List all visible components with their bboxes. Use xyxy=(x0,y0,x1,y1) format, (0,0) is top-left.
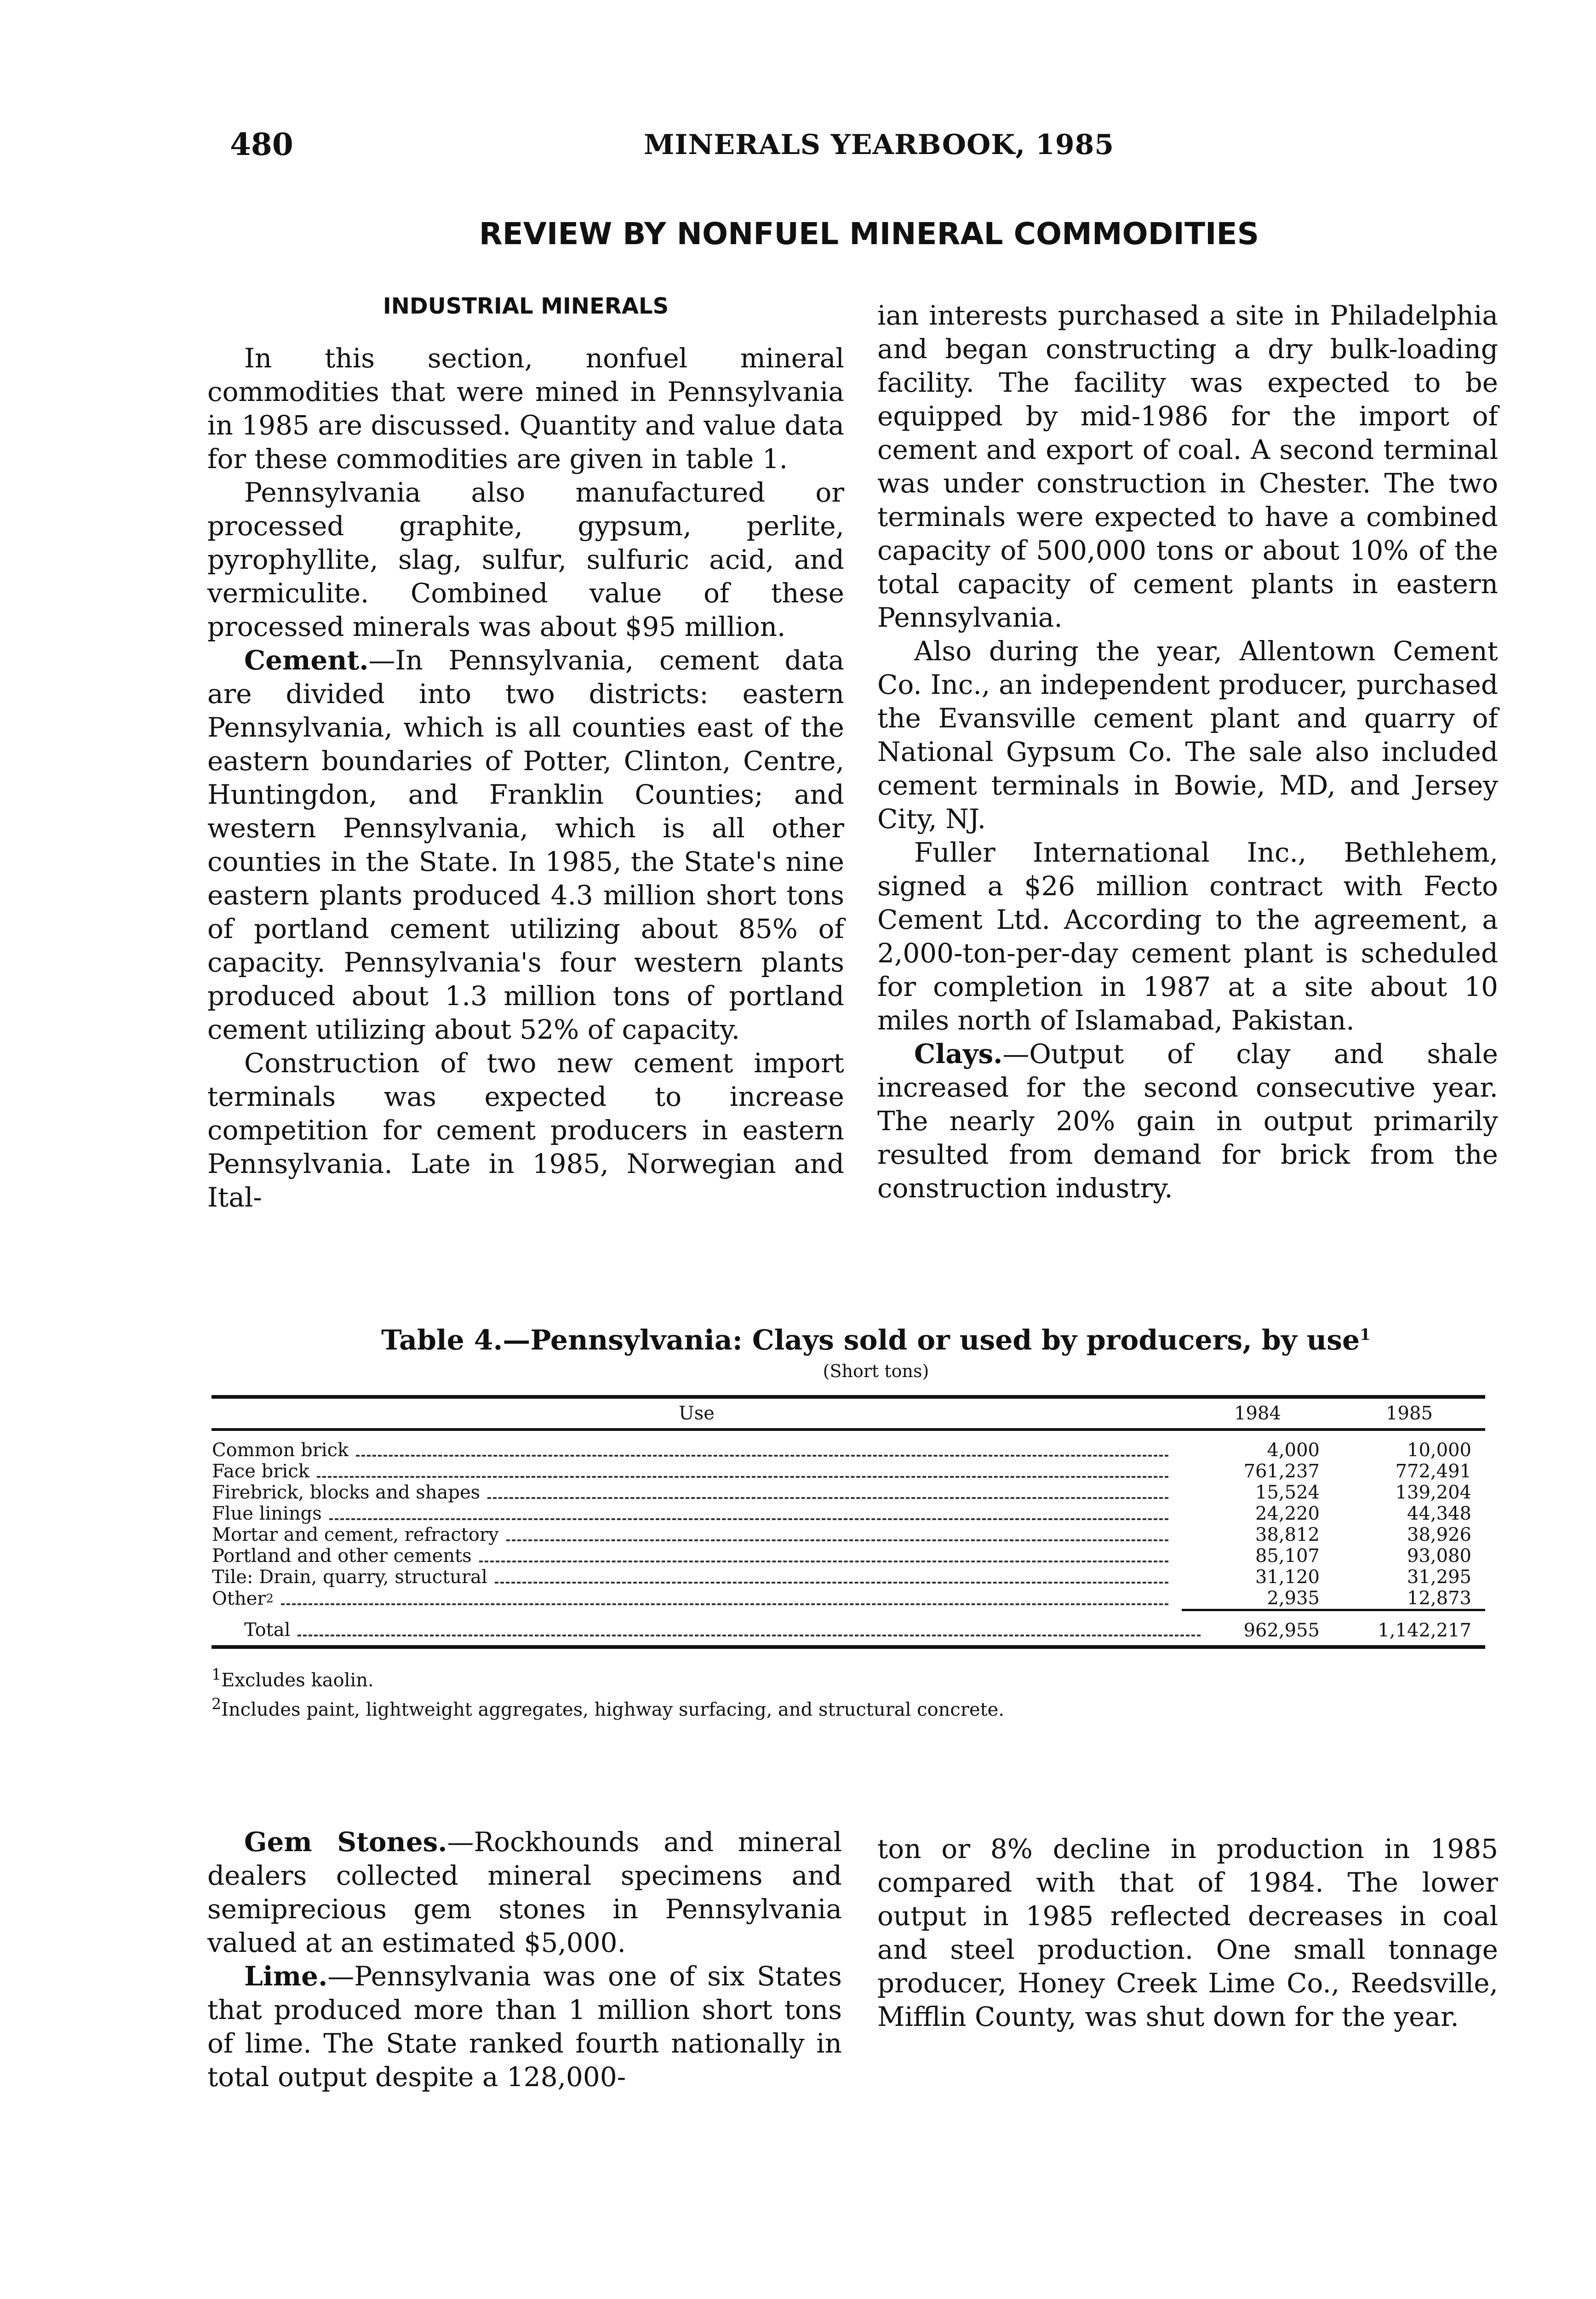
col-header-1984: 1984 xyxy=(1182,1397,1333,1430)
use-cell xyxy=(212,1610,1182,1647)
use-cell-content xyxy=(212,1620,1201,1640)
value-1984: 38,812 xyxy=(1255,1524,1320,1545)
paragraph-text: —Pennsylvania was one of six States that produced more than 1 million short tons of lime. The State ranked fourth nationally in total output despite a 128,000- xyxy=(207,1961,842,2093)
table-row xyxy=(212,1545,1485,1567)
value-1985: 139,204 xyxy=(1395,1482,1471,1503)
leader-dots xyxy=(495,1582,1168,1584)
use-label: Firebrick, blocks and shapes xyxy=(212,1482,481,1503)
use-cell xyxy=(212,1503,1182,1524)
use-cell xyxy=(212,1567,1182,1588)
total-row xyxy=(212,1610,1485,1647)
paragraph xyxy=(207,1960,842,2094)
use-cell-content xyxy=(212,1546,1168,1566)
use-label: Portland and other cements xyxy=(212,1545,472,1567)
use-cell xyxy=(212,1588,1182,1610)
use-label: Common brick xyxy=(212,1440,349,1461)
footnote-text: Excludes kaolin. xyxy=(221,1670,374,1691)
use-cell xyxy=(212,1430,1182,1461)
use-label: Total xyxy=(244,1619,291,1641)
leader-dots xyxy=(329,1518,1168,1520)
footnotes xyxy=(212,1663,1485,1722)
table-row xyxy=(212,1503,1485,1524)
leader-dots xyxy=(317,1476,1168,1478)
footnote-ref: 2 xyxy=(266,1592,274,1606)
footnote-ref: 1 xyxy=(1360,1326,1371,1344)
run-in-heading: Clays. xyxy=(914,1038,1003,1069)
table-row xyxy=(212,1461,1485,1482)
footnote-text: Includes paint, lightweight aggregates, highway surfacing, and structural concrete. xyxy=(221,1699,1005,1721)
use-cell-content xyxy=(212,1589,1168,1609)
col-header-1985: 1985 xyxy=(1333,1397,1485,1430)
use-label: Tile: Drain, quarry, structural xyxy=(212,1567,487,1588)
use-cell-content xyxy=(212,1567,1168,1587)
use-cell-content xyxy=(212,1440,1168,1460)
footnote xyxy=(212,1663,1485,1692)
run-in-heading: Gem Stones. xyxy=(244,1826,447,1858)
paragraph: Also during the year, Allentown Cement Co. Inc., an independent producer, purchased the Evansville cement plant and quarry of National Gypsum Co. The sale also included cement terminals in Bowie, MD, and Jersey City, NJ. xyxy=(877,635,1498,835)
right-column xyxy=(877,299,1498,1205)
paragraph: ian interests purchased a site in Philadelphia and began constructing a dry bulk-loading facility. The facility was expected to be equipped by mid-1986 for the import of cement and export of coal. A second terminal was under construction in Chester. The two terminals were expected to have a combined capacity of 500,000 tons or about 10% of the total capacity of cement plants in eastern Pennsylvania. xyxy=(877,300,1498,633)
table-title-text: Table 4.—Pennsylvania: Clays sold or used by producers, by use xyxy=(381,1324,1360,1356)
value-1984: 962,955 xyxy=(1182,1610,1333,1647)
leader-dots xyxy=(281,1603,1168,1605)
subsection-heading: INDUSTRIAL MINERALS xyxy=(383,293,669,319)
table-row xyxy=(212,1524,1485,1545)
paragraph: Pennsylvania also manufactured or processed graphite, gypsum, perlite, pyrophyllite, slag, sulfur, sulfuric acid, and vermiculite. Combined value of these processed minerals was about $95 million. xyxy=(207,477,844,642)
data-table xyxy=(212,1395,1485,1649)
table-row xyxy=(212,1482,1485,1503)
value-1985: 31,295 xyxy=(1407,1567,1471,1588)
use-cell xyxy=(212,1545,1182,1567)
use-cell-content xyxy=(212,1504,1168,1524)
paragraph: ton or 8% decline in production in 1985 compared with that of 1984. The lower output in 1985 reflected decreases in coal and steel production. One small tonnage producer, Honey Creek Lime Co., Reedsville, Mifflin County, was shut down for the year. xyxy=(877,1833,1498,2032)
paragraph xyxy=(207,644,844,1047)
paragraph-text: —Rockhounds and mineral dealers collected mineral specimens and semiprecious gem stones in Pennsylvania valued at an estimated $5,000. xyxy=(207,1826,842,1958)
col-header-use: Use xyxy=(212,1397,1182,1430)
bottom-right-column xyxy=(877,1832,1498,2034)
use-label: Other xyxy=(212,1588,266,1610)
use-cell-content xyxy=(212,1461,1168,1481)
left-column xyxy=(207,290,844,1214)
table-row xyxy=(212,1430,1485,1461)
use-label: Flue linings xyxy=(212,1503,322,1524)
paragraph-text: —In Pennsylvania, cement data are divided into two districts: eastern Pennsylvania, which is all counties east of the eastern boundaries of Potter, Clinton, Centre, Huntingdon, and Franklin Counties; and western Pennsylvania, which is all other counties in the State. In 1985, the State's nine eastern plants produced 4.3 million short tons of portland cement utilizing about 85% of capacity. Pennsylvania's four western plants produced about 1.3 million tons of portland cement utilizing about 52% of capacity. xyxy=(207,645,844,1045)
clays-table xyxy=(212,1324,1485,1722)
running-title: MINERALS YEARBOOK, 1985 xyxy=(644,129,1115,161)
value-1985: 772,491 xyxy=(1395,1461,1471,1482)
value-1984: 4,000 xyxy=(1267,1440,1320,1461)
use-cell xyxy=(212,1524,1182,1545)
use-cell-content xyxy=(212,1525,1168,1545)
paragraph-text: —Output of clay and shale increased for the second consecutive year. The nearly 20% gain in output primarily resulted from demand for brick from the construction industry. xyxy=(877,1038,1498,1204)
value-1984: 31,120 xyxy=(1255,1567,1320,1588)
value-1984: 24,220 xyxy=(1255,1503,1320,1524)
paragraph: In this section, nonfuel mineral commodities that were mined in Pennsylvania in 1985 are discussed. Quantity and value data for these commodities are given in table 1. xyxy=(207,343,844,475)
paragraph xyxy=(877,1037,1498,1205)
use-cell-content xyxy=(212,1482,1168,1503)
run-in-heading: Lime. xyxy=(244,1961,328,1992)
section-title: REVIEW BY NONFUEL MINERAL COMMODITIES xyxy=(479,216,1259,252)
value-1984: 761,237 xyxy=(1243,1461,1320,1482)
use-cell xyxy=(212,1461,1182,1482)
leader-dots xyxy=(297,1635,1201,1636)
leader-dots xyxy=(479,1561,1168,1562)
leader-dots xyxy=(356,1455,1168,1457)
leader-dots xyxy=(506,1539,1168,1541)
bottom-left-column xyxy=(207,1825,842,2094)
value-1984: 2,935 xyxy=(1182,1588,1333,1610)
footnote-mark: 1 xyxy=(212,1665,222,1683)
leader-dots xyxy=(487,1497,1168,1499)
paragraph xyxy=(207,1825,842,1960)
value-1984: 15,524 xyxy=(1255,1482,1320,1503)
table-row xyxy=(212,1588,1485,1610)
use-label: Mortar and cement, refractory xyxy=(212,1524,499,1545)
run-in-heading: Cement. xyxy=(244,645,369,676)
value-1985: 12,873 xyxy=(1333,1588,1485,1610)
value-1985: 10,000 xyxy=(1407,1440,1471,1461)
value-1985: 1,142,217 xyxy=(1333,1610,1485,1647)
footnote-mark: 2 xyxy=(212,1695,222,1713)
table-title xyxy=(267,1324,1485,1356)
paragraph: Construction of two new cement import terminals was expected to increase competition for cement producers in eastern Pennsylvania. Late in 1985, Norwegian and Ital- xyxy=(207,1047,844,1213)
use-cell xyxy=(212,1482,1182,1503)
table-row xyxy=(212,1567,1485,1588)
value-1985: 38,926 xyxy=(1407,1524,1471,1545)
paragraph: Fuller International Inc., Bethlehem, signed a $26 million contract with Fecto Cement Ltd. According to the agreement, a 2,000-ton-per-day cement plant is scheduled for completion in 1987 at a site about 10 miles north of Islamabad, Pakistan. xyxy=(877,837,1498,1036)
use-label: Face brick xyxy=(212,1461,309,1482)
footnote xyxy=(212,1692,1485,1721)
page-number: 480 xyxy=(230,126,293,162)
value-1985: 93,080 xyxy=(1407,1545,1471,1567)
value-1985: 44,348 xyxy=(1407,1503,1471,1524)
value-1984: 85,107 xyxy=(1255,1545,1320,1567)
table-units: (Short tons) xyxy=(823,1361,929,1381)
